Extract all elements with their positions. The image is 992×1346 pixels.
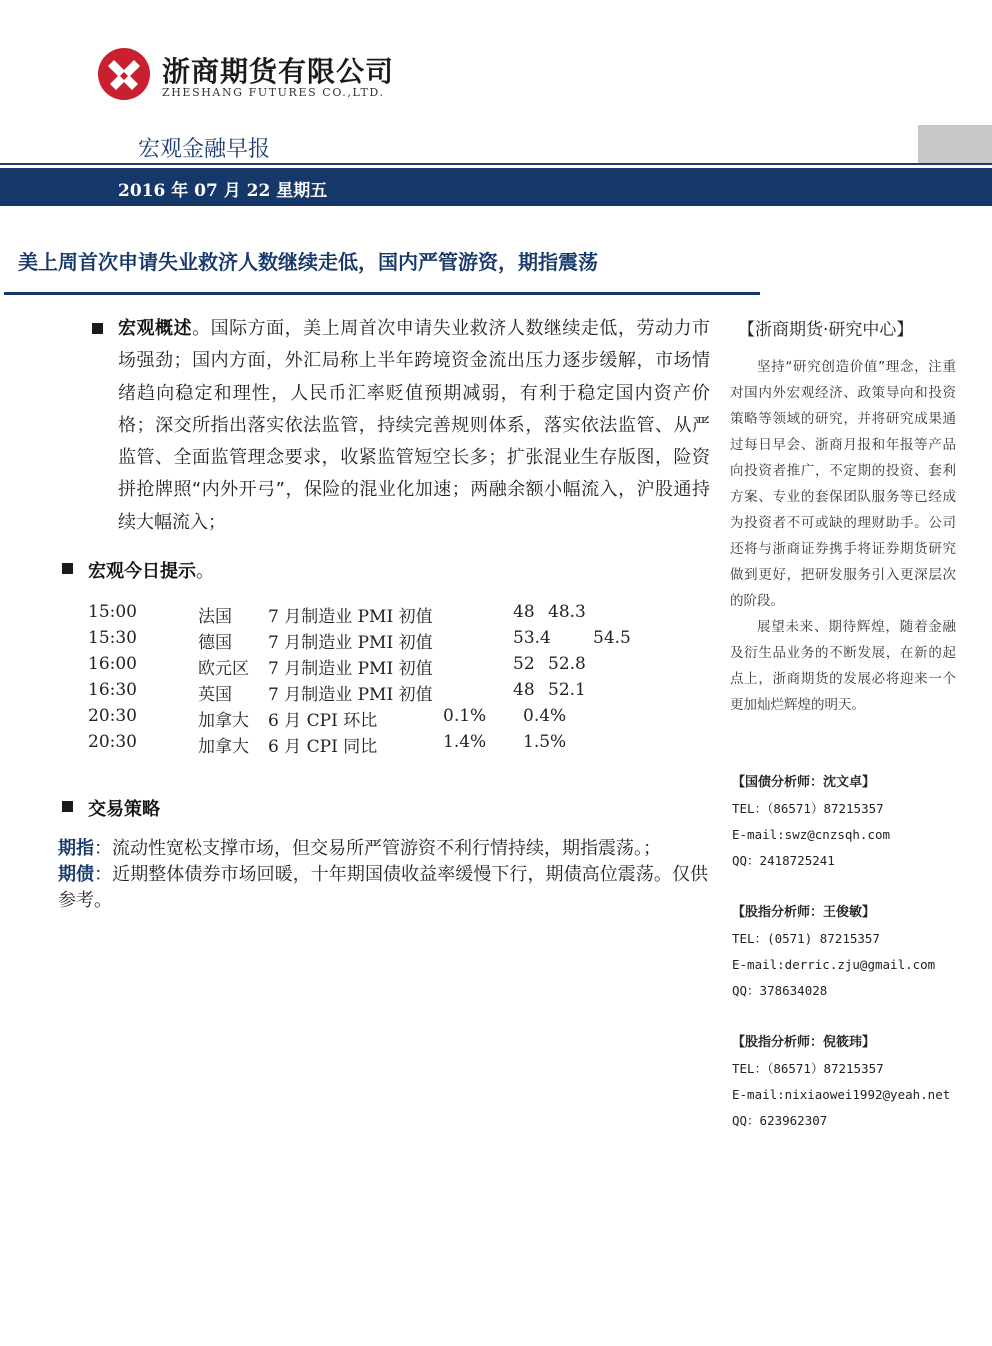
report-date: 2016 年 07 月 22 星期五 [118,181,328,201]
strategy-index-text: ：流动性宽松支撑市场，但交易所严管游资不利行情持续，期指震荡。； [94,838,661,859]
calendar-time: 16:30 [88,680,137,700]
calendar-previous: 48 [513,602,535,622]
calendar-country: 加拿大 [198,711,249,731]
calendar-event: 7 月制造业 PMI 初值 [268,659,433,679]
calendar-row [88,706,748,732]
analyst-email[interactable]: E-mail:swz@cnzsqh.com [732,827,891,842]
header-gray-block [918,125,992,165]
headline: 美上周首次申请失业救济人数继续走低，国内严管游资，期指震荡 [18,250,598,274]
calendar-previous: 0.1% [443,706,487,726]
strategy-bond-label: 期债 [58,864,95,885]
calendar-event: 7 月制造业 PMI 初值 [268,685,433,705]
calendar-row [88,628,748,654]
calendar-row [88,680,748,706]
analyst-tel: TEL：（86571）87215357 [732,1061,884,1076]
analyst-email[interactable]: E-mail:nixiaowei1992@yeah.net [732,1087,951,1102]
headline-divider [4,292,760,295]
calendar-country: 英国 [198,685,232,705]
calendar-event: 7 月制造业 PMI 初值 [268,633,433,653]
strategy-bond [58,862,708,914]
strategy-section-title [88,795,160,821]
macro-overview-text: 。国际方面，美上周首次申请失业救济人数继续走低，劳动力市场强劲；国内方面，外汇局称上半年跨境资金流出压力逐步缓解，市场情绪趋向稳定和理性，人民币汇率贬值预期减弱，有利于稳定国内资产价格；深交所指出落实依法监管，持续完善规则体系，落实依法监管、从严监管、全面监管理念要求，收紧监管短空长多；扩张混业生存版图，险资拼抢牌照“内外开弓”，保险的混业化加速；两融余额小幅流入，沪股通持续大幅流入； [118,318,711,533]
calendar-time: 16:00 [88,654,137,674]
analyst-card [732,900,972,1004]
calendar-country: 德国 [198,633,232,653]
calendar-forecast: 52.8 [548,654,586,674]
strategy-index-label: 期指 [58,838,94,859]
today-section-suffix: 。 [196,561,214,582]
company-name-en: ZHESHANG FUTURES CO.,LTD. [162,86,385,99]
strategy-section-label: 交易策略 [88,799,160,820]
calendar-event: 6 月 CPI 同比 [268,737,378,757]
strategy-bond-text: ：近期整体债券市场回暖，十年期国债收益率缓慢下行，期债高位震荡。仅供参考。 [58,864,709,911]
calendar-event: 6 月 CPI 环比 [268,711,378,731]
analyst-card [732,770,972,874]
calendar-forecast: 48.3 [548,602,586,622]
bullet-square-icon [62,563,73,574]
calendar-previous: 1.4% [443,732,487,752]
calendar-previous: 53.4 [513,628,551,648]
calendar-time: 15:00 [88,602,137,622]
calendar-forecast: 54.5 [593,628,631,648]
analyst-qq: QQ：623962307 [732,1113,828,1128]
calendar-forecast: 0.4% [523,706,567,726]
macro-overview-label: 宏观概述 [118,318,193,339]
analyst-title: 【股指分析师：倪筱玮】 [732,1035,876,1050]
analyst-qq: QQ：378634028 [732,983,828,998]
header-divider [0,163,992,165]
calendar-time: 20:30 [88,732,137,752]
calendar-row [88,602,748,628]
strategy-text [58,836,708,914]
today-section-title [88,557,214,583]
analyst-card [732,1030,972,1134]
macro-overview [118,313,710,539]
calendar-country: 欧元区 [198,659,249,679]
calendar-row [88,654,748,680]
calendar-forecast: 52.1 [548,680,586,700]
calendar-country: 法国 [198,607,232,627]
analyst-title: 【国债分析师：沈文卓】 [732,775,876,790]
analyst-title: 【股指分析师：王俊敏】 [732,905,876,920]
calendar-forecast: 1.5% [523,732,567,752]
calendar-previous: 48 [513,680,535,700]
calendar-time: 15:30 [88,628,137,648]
analyst-tel: TEL：(0571) 87215357 [732,931,880,946]
analyst-email[interactable]: E-mail:derric.zju@gmail.com [732,957,936,972]
company-name-cn: 浙商期货有限公司 [162,55,395,88]
bullet-square-icon [92,323,103,334]
today-section-label: 宏观今日提示 [88,561,196,582]
calendar-event: 7 月制造业 PMI 初值 [268,607,433,627]
company-logo-icon [96,46,152,102]
report-type-title: 宏观金融早报 [138,137,271,162]
economic-calendar [88,602,748,762]
calendar-row [88,732,748,758]
bullet-square-icon [62,801,73,812]
calendar-country: 加拿大 [198,737,249,757]
analyst-qq: QQ：2418725241 [732,853,835,868]
calendar-previous: 52 [513,654,535,674]
research-center-outlook: 展望未来、期待辉煌，随着金融及衍生品业务的不断发展，在新的起点上，浙商期货的发展必将迎来一个更加灿烂辉煌的明天。 [730,619,956,713]
strategy-index [58,836,708,862]
analyst-tel: TEL：（86571）87215357 [732,801,884,816]
research-center-title: 【浙商期货·研究中心】 [738,320,914,340]
calendar-time: 20:30 [88,706,137,726]
research-center-intro: 坚持“研究创造价值”理念，注重对国内外宏观经济、政策导向和投资策略等领域的研究，并将研究成果通过每日早会、浙商月报和年报等产品向投资者推广，不定期的投资、套利方案、专业的套保团队服务等已经成为投资者不可或缺的理财助手。公司还将与浙商证券携手将证券期货研究做到更好，把研发服务引入更深层次的阶段。 [730,359,956,609]
